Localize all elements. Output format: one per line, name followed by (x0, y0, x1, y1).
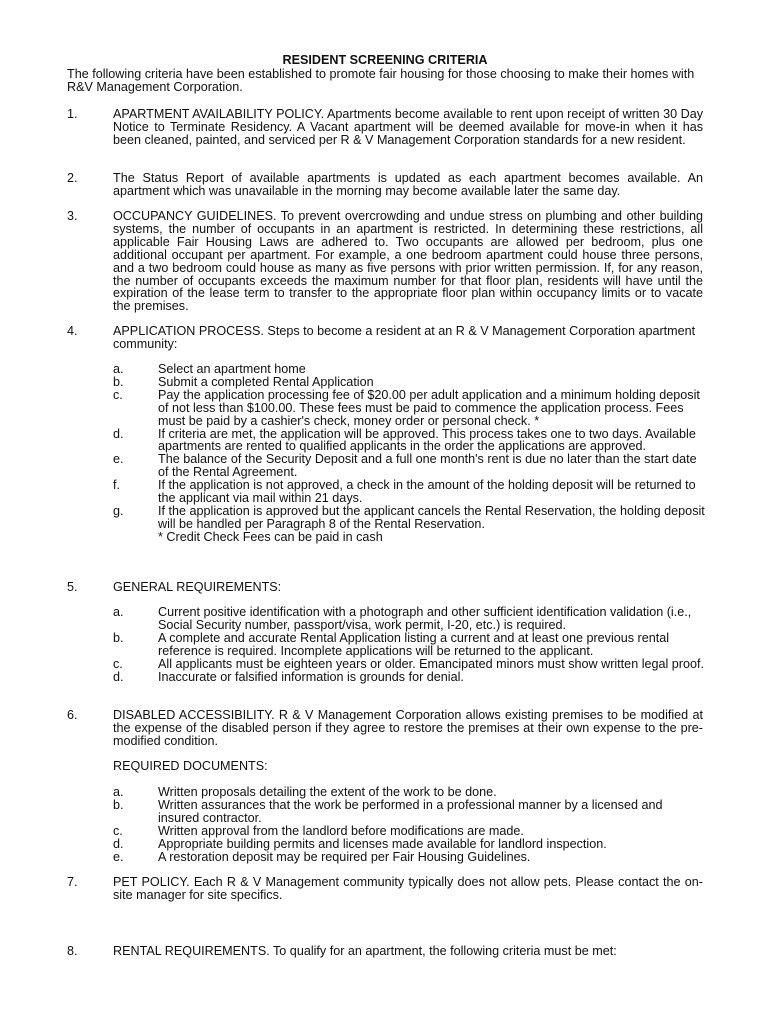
item-label: c. (113, 387, 123, 402)
list-item (113, 671, 713, 684)
item-text: The balance of the Security Deposit and a full one month's rent is due no later than the start date of the Rental Agreement. (158, 452, 697, 480)
section-1 (67, 108, 707, 147)
list-item (113, 658, 713, 671)
list-item (113, 825, 713, 838)
required-documents-list (113, 786, 713, 863)
item-label: a. (113, 362, 124, 376)
item-text: Written proposals detailing the extent of the work to be done. (158, 785, 497, 799)
item-label: c. (113, 656, 123, 671)
list-item (113, 606, 713, 632)
section-text: RENTAL REQUIREMENTS. To qualify for an apartment, the following criteria must be met: (113, 944, 617, 958)
item-label: g. (113, 503, 124, 518)
item-text: If the application is approved but the applicant cancels the Rental Reservation, the holding deposit will be handled per Paragraph 8 of the Rental Reservation. (158, 503, 705, 531)
item-text: Submit a completed Rental Application (158, 374, 374, 389)
item-text: A restoration deposit may be required per Fair Housing Guidelines. (158, 849, 531, 864)
item-text: A complete and accurate Rental Application listing a current and at least one previous rental reference is required. Incomplete applications will be returned to the applicant. (158, 630, 670, 658)
item-label: f. (113, 478, 120, 493)
footnote (113, 531, 713, 544)
section-text: The Status Report of available apartments is updated as each apartment becomes available. An apartment which was unavailable in the morning may become available later the same day. (113, 171, 703, 198)
list-item (113, 363, 713, 376)
section-number: 5. (67, 580, 78, 594)
application-steps-list (113, 363, 713, 544)
list-item (113, 632, 713, 658)
item-text: Appropriate building permits and licenses made available for landlord inspection. (158, 836, 607, 851)
intro-paragraph: The following criteria have been established to promote fair housing for those choosing to make their homes with R&V Management Corporation. (67, 67, 695, 94)
item-label: d. (113, 426, 124, 441)
list-item (113, 389, 713, 428)
item-text: Current positive identification with a photograph and other sufficient identification validation (i.e., Social Security number, passport/visa, work permit, I-20, etc.) is required. (158, 605, 692, 632)
section-7 (67, 876, 707, 902)
section-number: 4. (67, 324, 78, 338)
item-label: d. (113, 836, 124, 851)
section-3 (67, 210, 707, 313)
item-text: Pay the application processing fee of $20.00 per adult application and a minimum holding deposit of not less than $100.00. These fees must be paid to commence the application process. Fees must be paid by a cashier's check, money order or personal check. * (158, 387, 700, 428)
list-item (113, 838, 713, 851)
item-text: Inaccurate or falsified information is grounds for denial. (158, 669, 464, 684)
item-label: d. (113, 669, 124, 684)
list-item (113, 799, 713, 825)
section-text: PET POLICY. Each R & V Management community typically does not allow pets. Please contact the on-site manager for site specifics. (113, 875, 703, 902)
list-item (113, 505, 713, 531)
list-item (113, 786, 713, 799)
list-item (113, 479, 713, 505)
section-5 (67, 581, 707, 594)
general-requirements-list (113, 606, 713, 683)
item-label: b. (113, 630, 124, 645)
section-number: 8. (67, 944, 78, 958)
section-number: 1. (67, 107, 78, 121)
section-text: OCCUPANCY GUIDELINES. To prevent overcrowding and undue stress on plumbing and other building systems, the number of occupants in an apartment is restricted. In determining these restrictions, all applicable Fair Housing Laws are adhered to. Two occupants are allowed per bedroom, plus one additional occupant per apartment. For example, a one bedroom apartment could house three persons, and a two bedroom could house as many as five persons with prior written permission. If, for any reason, the number of occupants exceeds the maximum number for that floor plan, residents will have until the expiration of the lease term to transfer to the appropriate floor plan within occupancy limits or to vacate the premises. (113, 209, 703, 314)
section-text: DISABLED ACCESSIBILITY. R & V Management Corporation allows existing premises to be modified at the expense of the disabled person if they agree to restore the premises at their own expense to the pre-modified condition. (113, 708, 703, 748)
footnote-text: * Credit Check Fees can be paid in cash (158, 529, 383, 544)
document-title: RESIDENT SCREENING CRITERIA (282, 53, 488, 67)
section-number: 3. (67, 209, 78, 223)
item-text: If criteria are met, the application will be approved. This process takes one to two days. Available apartments are rented to qualified applicants in the order the applications are approved. (158, 426, 696, 454)
list-item (113, 453, 713, 479)
item-text: All applicants must be eighteen years or older. Emancipated minors must show written legal proof. (158, 656, 705, 671)
item-label: e. (113, 849, 124, 864)
list-item (113, 376, 713, 389)
item-text: Select an apartment home (158, 362, 306, 376)
list-item (113, 851, 713, 864)
item-text: If the application is not approved, a check in the amount of the holding deposit will be returned to the applicant via mail within 21 days. (158, 478, 696, 506)
list-item (113, 428, 713, 454)
section-text: GENERAL REQUIREMENTS: (113, 580, 282, 594)
item-label: b. (113, 374, 124, 389)
item-label: a. (113, 785, 124, 799)
section-number: 6. (67, 708, 78, 722)
item-text: Written approval from the landlord before modifications are made. (158, 823, 524, 838)
item-label: c. (113, 823, 123, 838)
section-number: 7. (67, 875, 78, 889)
section-8 (67, 945, 707, 958)
item-label: a. (113, 605, 124, 619)
item-label: e. (113, 452, 124, 467)
section-number: 2. (67, 171, 78, 185)
required-documents-heading: REQUIRED DOCUMENTS: (113, 759, 268, 773)
section-4 (67, 325, 707, 351)
item-label: b. (113, 797, 124, 812)
section-2 (67, 172, 707, 198)
section-text: APARTMENT AVAILABILITY POLICY. Apartments become available to rent upon receipt of written 30 Day Notice to Terminate Residency. A Vacant apartment will be deemed available for move-in when it has been cleaned, painted, and serviced per R & V Management Corporation standards for a new resident. (113, 107, 703, 147)
section-6 (67, 709, 707, 748)
section-text: APPLICATION PROCESS. Steps to become a resident at an R & V Management Corporation apartment community: (113, 324, 696, 351)
item-text: Written assurances that the work be performed in a professional manner by a licensed and insured contractor. (158, 797, 663, 825)
